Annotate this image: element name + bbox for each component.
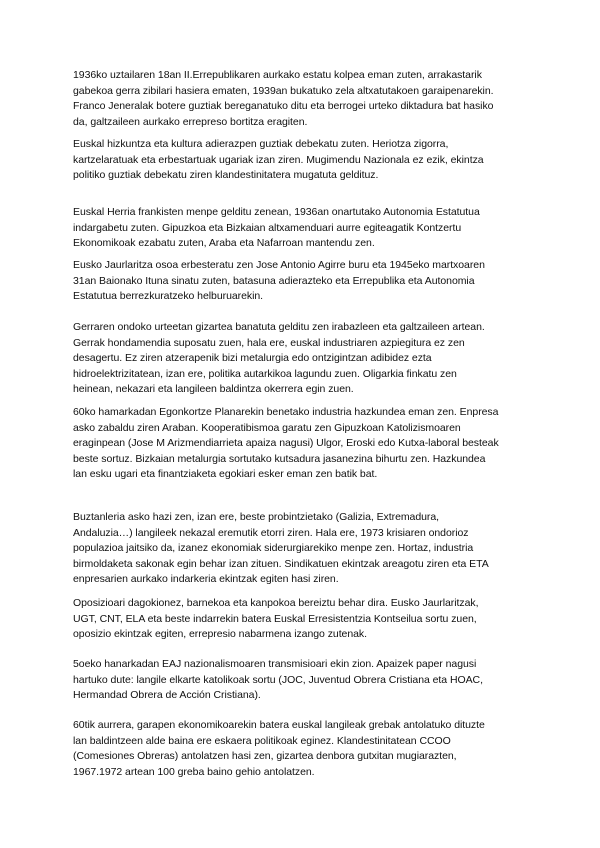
text-line: Gerraren ondoko urteetan gizartea banatuta gelditu zen irabazleen eta galtzaileen artean. <box>73 321 485 333</box>
paragraph-1 <box>73 68 533 130</box>
text-line: Gerrak hondamendia suposatu zuen, hala ere, euskal industriaren azpiegitura ez zen <box>73 336 465 349</box>
text-line: 5oeko hanarkadan EAJ nazionalismoaren transmisioari ekin zion. Apaizek paper nagusi <box>73 658 477 670</box>
text-line: 1936ko uztailaren 18an II.Errepublikaren aurkako estatu kolpea eman zuten, arrakastarik <box>73 69 482 81</box>
text-line: Andaluzia…) langileek nekazal eremutik etorri ziren. Hala ere, 1973 krisiaren ondorioz <box>73 526 469 539</box>
text-line: Estatutua berrezkuratzeko helburuarekin. <box>73 290 264 302</box>
text-line: Hermandad Obrera de Acción Cristiana). <box>73 689 261 701</box>
text-line: Euskal hizkuntza eta kultura adierazpen guztiak debekatu zuten. Heriotza zigorra, <box>73 138 449 150</box>
text-line: oposizio ekintzak egiten, errepresio nabarmena izango zutenak. <box>73 628 367 640</box>
text-line: 1967.1972 artean 100 greba baino gehio antolatzen. <box>73 765 315 778</box>
paragraph-6 <box>73 405 533 483</box>
text-line: 60tik aurrera, garapen ekonomikoarekin batera euskal langileak grebak antolatuko dituzte <box>73 719 485 731</box>
paragraph-4 <box>73 258 533 305</box>
text-line: lan baldintzeen alde baina ere eskaera politikoak eginez. Klandestinitatean CCOO <box>73 734 451 747</box>
text-line: heinean, nekazari eta langileen baldintza okerrera egin zuen. <box>73 383 354 395</box>
text-line: hartuko dute: langile elkarte katolikoak sortu (JOC, Juventud Obrera Cristiana eta HOAC, <box>73 673 483 686</box>
text-line: asko zabaldu ziren Araban. Kooperatibismoa garatu zen Gipuzkoan Katolizismoaren <box>73 421 461 434</box>
text-line: (Comesiones Obreras) antolatzen hasi zen, gizartea denbora gutxitan mugiarazten, <box>73 750 457 762</box>
text-line: 60ko hamarkadan Egonkortze Planarekin benetako industria hazkundea eman zen. Enpresa <box>73 406 499 418</box>
text-line: Oposizioari dagokionez, barnekoa eta kanpokoa bereiztu behar dira. Eusko Jaurlaritzak, <box>73 597 479 609</box>
paragraph-5 <box>73 320 533 398</box>
text-line: Eusko Jaurlaritza osoa erbesteratu zen Jose Antonio Agirre buru eta 1945eko martxoaren <box>73 259 485 271</box>
text-line: 31an Baionako Ituna sinatu zuten, batasuna adierazteko eta Errepublika eta Autonomia <box>73 274 475 287</box>
text-line: hidroelektrizitatean, izan ere, politika autarkikoa lagundu zuen. Oligarkia finkatu zen <box>73 367 457 380</box>
text-line: Buztanleria asko hazi zen, izan ere, beste probintzietako (Galizia, Extremadura, <box>73 511 440 523</box>
text-line: politiko guztiak debekatu ziren klandestinitatera mugatuta geldituz. <box>73 169 379 181</box>
paragraph-3 <box>73 205 533 252</box>
text-line: da, galtzaileen aurkako errepreso bortitza eragiten. <box>73 115 308 128</box>
paragraph-2 <box>73 137 533 184</box>
text-line: enpresarien aurkako indarkeria ekintzak egiten hasi ziren. <box>73 573 339 585</box>
paragraph-10 <box>73 718 533 780</box>
text-line: birmoldaketa sakonak egin behar izan zituen. Sindikatuen ekintzak areagotu ziren eta ETA <box>73 557 489 570</box>
text-line: indargabetu zuten. Gipuzkoa eta Bizkaian altxamenduari aurre egiteagatik Kontzertu <box>73 221 462 234</box>
text-line: desagertu. Ez ziren atzerapenik bizi metalurgia edo ontzigintzan adibidez ezta <box>73 352 432 364</box>
paragraph-7 <box>73 510 533 588</box>
paragraph-9 <box>73 657 533 704</box>
text-line: Ekonomikoak ezabatu zuten, Araba eta Nafarroan mantendu zen. <box>73 237 375 249</box>
text-line: kartzelaratuak eta erbestartuak ugariak izan ziren. Mugimendu Nazionala ez ezik, ekintza <box>73 153 484 166</box>
text-line: populazioa jaitsiko da, izanez ekonomiak siderurgiarekiko menpe zen. Hortaz, industria <box>73 542 474 554</box>
text-line: eraginpean (Jose M Arizmendiarrieta apaiza nagusi) Ulgor, Eroski edo Kutxa-laboral besteak <box>73 437 499 449</box>
text-line: UGT, CNT, ELA eta beste indarrekin batera Euskal Erresistentzia Kontseilua sortu zuen, <box>73 612 477 625</box>
text-line: gabekoa gerra zibilari hasiera ematen, 1939an bukatuko zela altxatutakoen garaipenarekin. <box>73 84 494 97</box>
text-line: lan esku ugari eta finantziaketa egokiari esker eman zen batik bat. <box>73 468 378 480</box>
text-line: Euskal Herria frankisten menpe gelditu zenean, 1936an onartutako Autonomia Estatutua <box>73 206 480 218</box>
paragraph-8 <box>73 596 533 643</box>
text-line: Franco Jeneralak botere guztiak bereganatuko ditu eta berrogei urteko diktadura bat hasiko <box>73 100 494 112</box>
text-line: beste sortuz. Bizkaian metalurgia sortutako kutsadura jasanezina bihurtu zen. Hazkundea <box>73 452 486 465</box>
